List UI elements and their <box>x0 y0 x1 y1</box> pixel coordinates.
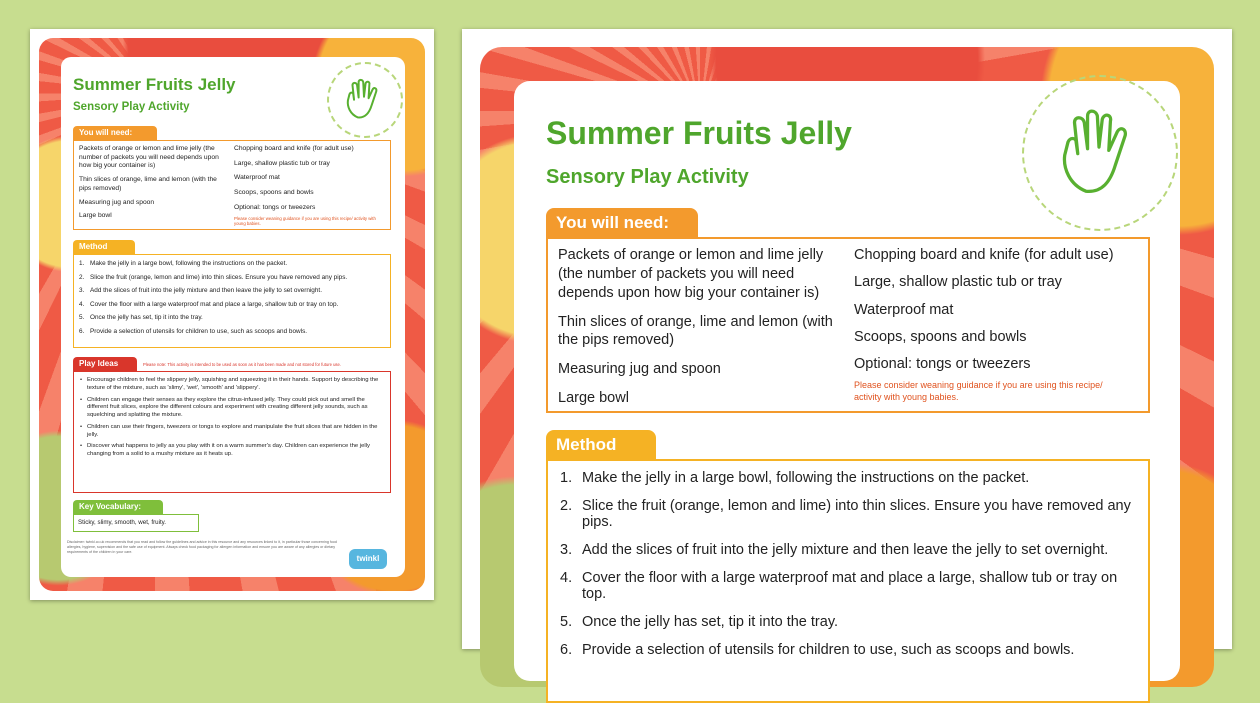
weaning-note: Please consider weaning guidance if you are using this recipe/ activity with young babies. <box>854 380 1103 403</box>
step-text: Once the jelly has set, tip it into the tray. <box>582 614 839 630</box>
need-right-column <box>854 246 1139 404</box>
need-item: Thin slices of orange, lime and lemon (with the pips removed) <box>558 313 833 349</box>
step-number: 2. <box>79 273 85 281</box>
play-idea: • Encourage children to feel the slippery jelly, squishing and squeezing it in their hands. Support by describing the texture of the mixture, such as 'slimy', 'wet', 'smooth' and 'slippery'. <box>87 377 383 393</box>
step-text: Slice the fruit (orange, lemon and lime) into thin slices. Ensure you have removed any pips. <box>90 273 348 281</box>
step-text: Cover the floor with a large waterproof mat and place a large, shallow tub or tray on top. <box>90 300 339 308</box>
need-item: Large bowl <box>558 390 629 407</box>
content-card <box>514 81 1180 681</box>
step-number: 4. <box>79 300 85 308</box>
method-tab: Method <box>73 240 135 254</box>
need-item: Thin slices of orange, lime and lemon (with the pips removed) <box>79 176 217 192</box>
need-left-column <box>79 145 227 221</box>
method-step <box>79 287 385 294</box>
need-left-column <box>558 246 838 408</box>
step-number: 2. <box>560 498 573 514</box>
method-box <box>546 459 1150 703</box>
need-item: Chopping board and knife (for adult use) <box>854 247 1114 263</box>
hand-icon <box>341 76 387 122</box>
step-text: Provide a selection of utensils for children to use, such as scoops and bowls. <box>582 642 1075 658</box>
need-item: Chopping board and knife (for adult use) <box>234 145 354 152</box>
need-item: Measuring jug and spoon <box>558 361 721 378</box>
need-item: Scoops, spoons and bowls <box>234 189 314 197</box>
page-title: Summer Fruits Jelly <box>73 75 236 94</box>
play-ideas-list <box>87 377 383 459</box>
method-step <box>560 542 1140 558</box>
play-ideas-tab: Play Ideas <box>73 357 137 371</box>
need-right-column <box>234 145 384 227</box>
you-will-need-tab: You will need: <box>73 126 157 140</box>
step-number: 3. <box>79 287 85 294</box>
step-number: 5. <box>79 314 85 321</box>
step-number: 5. <box>560 614 573 630</box>
you-will-need-box <box>546 237 1150 413</box>
play-idea: • Discover what happens to jelly as you play with it on a warm summer's day. Children can experience the jelly changing from a solid to a mushy mixture as it heats up. <box>87 443 383 459</box>
play-idea: • Children can use their fingers, tweezers or tongs to explore and manipulate the fruit slices that are hidden in the jelly. <box>87 424 383 440</box>
you-will-need-tab: You will need: <box>546 208 698 237</box>
page-title: Summer Fruits Jelly <box>546 115 852 151</box>
document-thumbnail[interactable] <box>30 29 434 600</box>
step-text: Make the jelly in a large bowl, following the instructions on the packet. <box>90 260 288 267</box>
step-text: Add the slices of fruit into the jelly mixture and then leave the jelly to set overnight. <box>90 287 322 294</box>
need-item: Waterproof mat <box>854 301 954 318</box>
page-subtitle: Sensory Play Activity <box>546 166 749 188</box>
method-tab: Method <box>546 430 656 459</box>
key-vocabulary-tab: Key Vocabulary: <box>73 500 163 514</box>
need-item: Measuring jug and spoon <box>79 198 155 206</box>
method-step <box>560 470 1140 486</box>
step-number: 6. <box>79 327 85 335</box>
step-text: Make the jelly in a large bowl, following the instructions on the packet. <box>582 470 1030 486</box>
method-step <box>79 260 385 267</box>
step-text: Add the slices of fruit into the jelly mixture and then leave the jelly to set overnight. <box>582 542 1109 558</box>
method-step <box>79 328 385 335</box>
step-number: 3. <box>560 542 573 558</box>
method-step <box>79 301 385 308</box>
method-steps <box>79 260 385 335</box>
weaning-note: Please consider weaning guidance if you are using this recipe/ activity with young babies. <box>234 215 376 227</box>
play-idea: • Children can engage their senses as they explore the citrus-infused jelly. They could pick out and smell the different fruit slices, explore the different colours and experiment with creating different jelly sounds, such as squelching and splatting the mixture. <box>87 397 383 420</box>
need-item: Large, shallow plastic tub or tray <box>234 159 330 167</box>
method-box <box>73 254 391 348</box>
need-item: Packets of orange or lemon and lime jelly (the number of packets you will need depends upon how big your container is) <box>79 145 219 170</box>
disclaimer-text: Disclaimer: twinkl.co.uk recommends that you read and follow the guidelines and advice in this resource and any resources linked to it, in particular those concerning food allergies, hygiene, supervision and the safe use of equipment. Always check food packaging for allergen information and ensure you are aware of any allergies or dietary requirements of the children in your care. <box>67 540 337 554</box>
method-step <box>560 498 1140 530</box>
need-item: Large bowl <box>79 212 112 220</box>
key-vocabulary-box <box>73 514 199 532</box>
you-will-need-box <box>73 140 391 230</box>
play-ideas-box <box>73 371 391 493</box>
method-step <box>560 642 1140 658</box>
step-number: 6. <box>560 642 573 658</box>
hand-icon <box>1050 103 1148 201</box>
need-item: Optional: tongs or tweezers <box>854 356 1031 373</box>
twinkl-logo: twinkl <box>349 549 387 569</box>
need-item: Waterproof mat <box>234 174 280 182</box>
method-step <box>560 614 1140 630</box>
step-number: 1. <box>79 260 85 267</box>
method-step <box>79 314 385 321</box>
need-item: Large, shallow plastic tub or tray <box>854 274 1062 291</box>
step-number: 4. <box>560 570 573 586</box>
hand-badge <box>1022 75 1178 231</box>
step-number: 1. <box>560 470 573 486</box>
step-text: Once the jelly has set, tip it into the tray. <box>90 314 203 321</box>
key-vocabulary-words: Sticky, slimy, smooth, wet, fruity. <box>78 519 167 526</box>
method-step <box>79 274 385 281</box>
need-item: Optional: tongs or tweezers <box>234 203 316 211</box>
need-item: Scoops, spoons and bowls <box>854 329 1027 346</box>
step-text: Cover the floor with a large waterproof mat and place a large, shallow tub or tray on top. <box>582 570 1118 602</box>
content-card <box>61 57 405 577</box>
method-step <box>560 570 1140 602</box>
step-text: Provide a selection of utensils for children to use, such as scoops and bowls. <box>90 327 308 335</box>
page-subtitle: Sensory Play Activity <box>73 101 190 113</box>
hand-badge <box>327 62 403 138</box>
document-zoomed-view[interactable] <box>462 29 1232 658</box>
play-ideas-note: Please note: This activity is intended to be used as soon as it has been made and not stored for future use. <box>143 362 342 367</box>
need-item: Packets of orange or lemon and lime jelly (the number of packets you will need depends upon how big your container is) <box>558 247 824 301</box>
step-text: Slice the fruit (orange, lemon and lime) into thin slices. Ensure you have removed any pips. <box>582 498 1131 530</box>
